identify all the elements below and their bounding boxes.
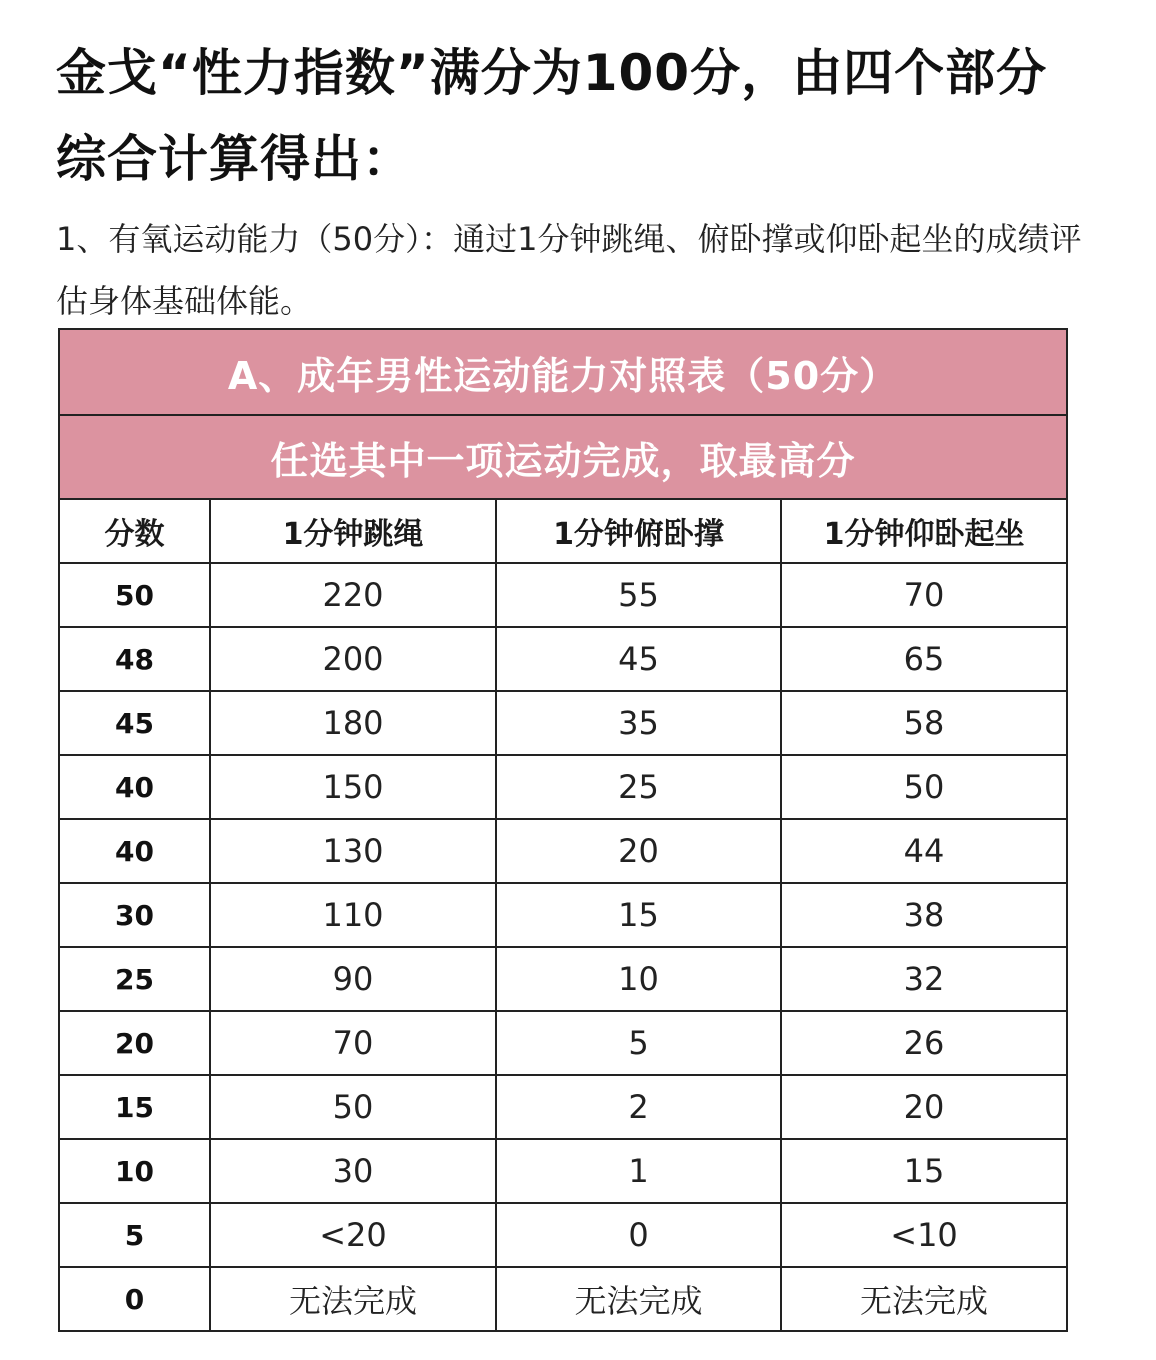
cell-push-ups: 15 <box>496 883 781 947</box>
header-score: 分数 <box>59 499 210 563</box>
cell-sit-ups: 38 <box>781 883 1067 947</box>
header-sit-ups: 1分钟仰卧起坐 <box>781 499 1067 563</box>
cell-score: 45 <box>59 691 210 755</box>
intro-paragraph: 1、有氧运动能力（50分）：通过1分钟跳绳、俯卧撑或仰卧起坐的成绩评估身体基础体能。 <box>56 220 1082 320</box>
article <box>56 30 1096 332</box>
cell-sit-ups: 26 <box>781 1011 1067 1075</box>
cell-push-ups: 10 <box>496 947 781 1011</box>
table-row <box>59 691 1067 755</box>
table-row <box>59 1203 1067 1267</box>
cell-jump-rope: 110 <box>210 883 496 947</box>
cell-sit-ups: 无法完成 <box>781 1267 1067 1331</box>
cell-push-ups: 1 <box>496 1139 781 1203</box>
cell-push-ups: 25 <box>496 755 781 819</box>
header-push-ups: 1分钟俯卧撑 <box>496 499 781 563</box>
table-title: A、成年男性运动能力对照表（50分） <box>59 329 1067 415</box>
cell-jump-rope: 220 <box>210 563 496 627</box>
table-title-row <box>59 329 1067 415</box>
cell-sit-ups: 70 <box>781 563 1067 627</box>
cell-sit-ups: 20 <box>781 1075 1067 1139</box>
cell-score: 15 <box>59 1075 210 1139</box>
score-table <box>58 328 1068 1332</box>
cell-jump-rope: 70 <box>210 1011 496 1075</box>
cell-score: 5 <box>59 1203 210 1267</box>
headline: 金戈“性力指数”满分为100分，由四个部分综合计算得出： <box>56 44 1048 188</box>
cell-jump-rope: 30 <box>210 1139 496 1203</box>
cell-sit-ups: 58 <box>781 691 1067 755</box>
cell-score: 25 <box>59 947 210 1011</box>
table-row <box>59 755 1067 819</box>
table-row <box>59 1139 1067 1203</box>
cell-score: 40 <box>59 819 210 883</box>
cell-jump-rope: 180 <box>210 691 496 755</box>
cell-push-ups: 0 <box>496 1203 781 1267</box>
score-table-container <box>58 328 1066 1332</box>
cell-jump-rope: 50 <box>210 1075 496 1139</box>
cell-score: 40 <box>59 755 210 819</box>
table-row <box>59 819 1067 883</box>
table-subtitle: 任选其中一项运动完成，取最高分 <box>59 415 1067 499</box>
cell-sit-ups: 15 <box>781 1139 1067 1203</box>
cell-sit-ups: 50 <box>781 755 1067 819</box>
table-row <box>59 1267 1067 1331</box>
cell-score: 48 <box>59 627 210 691</box>
table-row <box>59 1075 1067 1139</box>
cell-score: 10 <box>59 1139 210 1203</box>
cell-jump-rope: 90 <box>210 947 496 1011</box>
cell-push-ups: 45 <box>496 627 781 691</box>
cell-jump-rope: 150 <box>210 755 496 819</box>
cell-score: 20 <box>59 1011 210 1075</box>
cell-push-ups: 2 <box>496 1075 781 1139</box>
cell-sit-ups: 65 <box>781 627 1067 691</box>
cell-push-ups: 20 <box>496 819 781 883</box>
cell-score: 30 <box>59 883 210 947</box>
cell-jump-rope: 200 <box>210 627 496 691</box>
table-row <box>59 883 1067 947</box>
header-jump-rope: 1分钟跳绳 <box>210 499 496 563</box>
cell-jump-rope: 130 <box>210 819 496 883</box>
table-row <box>59 627 1067 691</box>
cell-score: 50 <box>59 563 210 627</box>
cell-sit-ups: <10 <box>781 1203 1067 1267</box>
table-row <box>59 947 1067 1011</box>
cell-score: 0 <box>59 1267 210 1331</box>
cell-jump-rope: <20 <box>210 1203 496 1267</box>
cell-jump-rope: 无法完成 <box>210 1267 496 1331</box>
cell-sit-ups: 44 <box>781 819 1067 883</box>
cell-push-ups: 35 <box>496 691 781 755</box>
table-row <box>59 1011 1067 1075</box>
table-header-row <box>59 499 1067 563</box>
table-row <box>59 563 1067 627</box>
cell-push-ups: 无法完成 <box>496 1267 781 1331</box>
cell-push-ups: 55 <box>496 563 781 627</box>
table-subtitle-row <box>59 415 1067 499</box>
cell-push-ups: 5 <box>496 1011 781 1075</box>
cell-sit-ups: 32 <box>781 947 1067 1011</box>
